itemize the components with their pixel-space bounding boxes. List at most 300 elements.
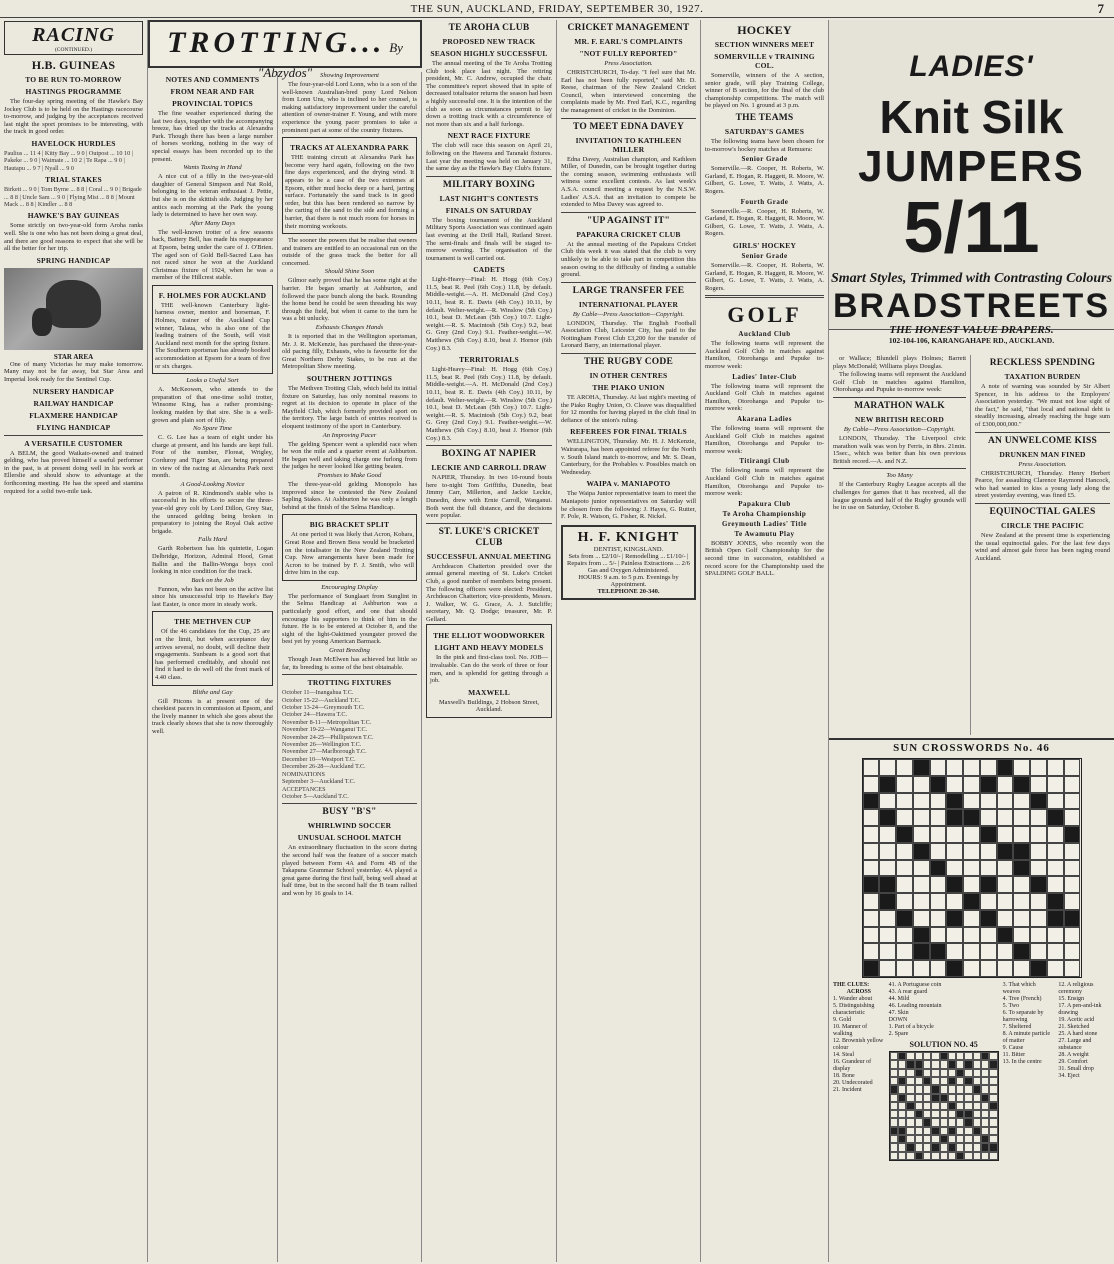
subhead-shine: Should Shine Soon <box>324 268 375 276</box>
grid-cell <box>1013 910 1030 927</box>
grid-cell <box>913 910 930 927</box>
grid-cell <box>915 1060 923 1068</box>
grid-cell <box>980 893 997 910</box>
article-sooner: The sooner the powers that be realise that owners and trainers are entitled to an occasional run on the outside of the grass track the better for all concerned. <box>282 237 417 267</box>
grid-cell <box>940 1143 948 1151</box>
headline-hb-guineas: H.B. GUINEAS <box>31 58 116 72</box>
page-number: 7 <box>1097 1 1104 16</box>
trotting-banner-title: TROTTING... <box>167 26 386 59</box>
heading-spring-handicap: SPRING HANDICAP <box>36 255 111 265</box>
grid-cell <box>898 1102 906 1110</box>
article-equinoctial: New Zealand at the present time is experiencing the usual equinoctial gales. For the last few days wind and almost gale force has been raging round Auckland. <box>975 531 1110 562</box>
heading-fourth-grade: Fourth Grade <box>740 197 789 206</box>
grid-cell <box>1030 843 1047 860</box>
article-falls-hard: Garth Robertson has his quintette, Logan Delbridge, Horizon, Admiral Hood, Great Ballin and the Ballin-Wonga boys cool looking in nice condition for the track. <box>152 545 273 576</box>
grid-cell <box>906 1052 914 1060</box>
grid-cell <box>931 1118 939 1126</box>
grid-cell <box>930 793 947 810</box>
clue-item: 28. A weight <box>1058 1052 1089 1058</box>
clue-item: 44. Mild <box>888 996 910 1002</box>
ad-woodworker-name: MAXWELL <box>468 687 510 697</box>
article-good-looking: A patron of R. Kindmond's stable who is successful in his efforts to secure the three-year-old grey colt by Lord Dillon, Grey Star, the unraced gelding being broken in preparatory to joining the Royal Oak active brigade. <box>152 489 273 535</box>
grid-cell <box>930 910 947 927</box>
grid-cell <box>940 1152 948 1160</box>
grid-cell <box>956 1110 964 1118</box>
grid-cell <box>913 793 930 810</box>
clue-item: 10. Manner of walking <box>833 1024 868 1037</box>
subhead-many-days: After Many Days <box>189 219 236 227</box>
grid-cell <box>946 927 963 944</box>
grid-cell <box>948 1077 956 1085</box>
article-bobby-jones: BOBBY JONES, who recently won the British Open Golf Championship for the second time in succession, established a record score for the Championship used the SPALDING GOLF BALL. <box>705 539 824 578</box>
heading-boxing-napier: BOXING AT NAPIER <box>441 449 537 460</box>
clue-item: 7. Sheltered <box>1002 1024 1032 1030</box>
clue-item: 16. Grandeur of display <box>833 1059 872 1072</box>
article-military-boxing: The boxing tournament of the Auckland Military Sports Association was continued again last evening at the Drill Hall, Rutland Street. The semi-finals and finals will be staged to-morrow evening. The organisation of the tournament is well carried out. <box>426 216 552 262</box>
article-encouraging: The performance of Sunglaart from Sunglint in the Selma Handicap at Ashburton was a particularly good effort, and one that should encourage his supporters to think of him in the future. He is to be entered at October 8, and the sight of the light-Oaktimed youngster proved the best yet by young American Barmack. <box>282 592 417 646</box>
grid-cell <box>973 1118 981 1126</box>
grid-cell <box>1064 809 1081 826</box>
heading-referees: REFEREES FOR FINAL TRIALS <box>570 427 687 437</box>
subhead-successful: SEASON HIGHLY SUCCESSFUL <box>430 49 548 58</box>
grid-cell <box>940 1060 948 1068</box>
article-holmes: THE well-known Canterbury light-harness owner, mentor and horseman, F. Holmes, trainer of the Auckland Cup winner, Talaua, who is also one of the leading trainers of the South, will visit Auckland next month for the spring fixture. The Southern sportsman has already booked accommodation at Epsom for a team of five or six charges. <box>155 301 270 370</box>
ad-knight-phone: TELEPHONE 20-340. <box>597 587 660 595</box>
grid-cell <box>989 1085 997 1093</box>
divider <box>282 674 417 675</box>
divider <box>975 432 1110 433</box>
ad-jumpers-line2: Knit Silk <box>879 91 1064 143</box>
grid-cell <box>980 826 997 843</box>
subhead-somerville: SOMERVILLE v TRAINING COL. <box>714 52 815 70</box>
subhead-saturday: SATURDAY'S GAMES <box>724 126 805 136</box>
jockey-figure <box>32 308 52 336</box>
subhead-school-match: UNUSUAL SCHOOL MATCH <box>297 833 402 843</box>
grid-cell <box>1013 860 1030 877</box>
grid-cell <box>940 1069 948 1077</box>
grid-cell <box>989 1077 997 1085</box>
article-waipa: The Waipa Junior representative team to meet the Maniapoto junior representatives on Saturday will be chosen from the following: J. Hayes, G. Rutter, F. Pole, R. Watson, G. Fisher, R. Nickel. <box>561 490 696 521</box>
grid-cell <box>931 1069 939 1077</box>
grid-cell <box>964 1060 972 1068</box>
grid-cell <box>906 1127 914 1135</box>
clue-item: 8. A minute particle of matter <box>1002 1031 1050 1044</box>
grid-cell <box>997 826 1014 843</box>
grid-cell <box>997 960 1014 977</box>
grid-cell <box>981 1152 989 1160</box>
heading-railway: RAILWAY HANDICAP <box>33 398 114 408</box>
clue-item: 46. Leading mountain <box>888 1003 942 1009</box>
grid-cell <box>890 1085 898 1093</box>
subhead-st-lukes: SUCCESSFUL ANNUAL MEETING <box>426 551 552 561</box>
grid-cell <box>940 1118 948 1126</box>
grid-cell <box>964 1102 972 1110</box>
clue-item: 25. A hard stone <box>1058 1031 1098 1037</box>
column-cricket <box>557 20 701 1262</box>
clue-item: 1. Wander about <box>833 996 873 1002</box>
grid-cell <box>997 943 1014 960</box>
grid-cell <box>1064 910 1081 927</box>
subhead-section-winners: SECTION WINNERS MEET <box>714 40 815 49</box>
byline-cable: By Cable—Press Association—Copyright. <box>572 310 685 318</box>
heading-flying: FLYING HANDICAP <box>36 422 111 432</box>
article-reckless: A note of warning was sounded by Sir Albert Spencer, in his address to the Employers' Association yesterday. "We must not lose sight of the fact," he said, "that local and national debt is steadily increasing, already reaching the huge sum of £300,000,000." <box>975 383 1110 428</box>
clue-item: 12. A religious ceremony <box>1058 982 1094 995</box>
grid-cell <box>896 759 913 776</box>
heading-notes: NOTES AND COMMENTS <box>165 75 260 84</box>
grid-cell <box>923 1094 931 1102</box>
grid-cell <box>1064 759 1081 776</box>
article-promise: The three-year-old gelding Monopolo has improved since he contested the New Zealand Sapling Stakes. At Ashburton he was only a length behind at the finish of the Selma Handicap. <box>282 480 417 511</box>
grid-cell <box>1064 943 1081 960</box>
grid-cell <box>930 759 947 776</box>
subhead-finals: FINALS ON SATURDAY <box>445 205 533 215</box>
grid-cell <box>898 1127 906 1135</box>
subhead-leckie: LECKIE AND CARROLL DRAW <box>431 463 547 473</box>
grid-cell <box>980 910 997 927</box>
heading-cadets: CADETS <box>473 265 505 275</box>
grid-cell <box>1013 893 1030 910</box>
clue-item: 3. That which weaves <box>1002 982 1036 995</box>
ad-woodworker <box>426 624 552 718</box>
grid-cell <box>948 1110 956 1118</box>
grid-cell <box>879 943 896 960</box>
grid-cell <box>1030 826 1047 843</box>
heading-ladies-inter: Ladies' Inter-Club <box>732 372 797 381</box>
grid-cell <box>981 1094 989 1102</box>
article-edna: Edna Davey, Australian champion, and Kathleen Miller, of Dunedin, can be brought together during the coming season, swimming enthusiasts will witness some excellent contests. As last week's A.S.A. council meeting a request by the N.S.W. Ladies' A.S.A. that an invitation to compete be extended to Miss Davey was agreed to. <box>561 155 696 209</box>
clue-item: 9. Gold <box>833 1017 851 1023</box>
grid-cell <box>898 1152 906 1160</box>
clue-item: 34. Eject <box>1058 1073 1080 1079</box>
grid-cell <box>1064 860 1081 877</box>
grid-cell <box>906 1118 914 1126</box>
clue-item: 21. Incident <box>833 1087 862 1093</box>
heading-teams: THE TEAMS <box>735 112 794 123</box>
article-kiss: CHRISTCHURCH, Thursday. Henry Herbert Pearce, for assaulting Clarence Raymond Hancock, who had wanted to kiss a young lady along the street yesterday evening, was fined £5. <box>975 469 1110 500</box>
grid-cell <box>940 1135 948 1143</box>
grid-cell <box>963 910 980 927</box>
grid-cell <box>1013 943 1030 960</box>
grid-cell <box>981 1102 989 1110</box>
photo-star-area <box>4 268 143 350</box>
grid-cell <box>890 1069 898 1077</box>
heading-methven: THE METHVEN CUP <box>174 617 251 627</box>
grid-cell <box>973 1094 981 1102</box>
heading-waipa: WAIPA v. MANIAPOTO <box>586 479 671 489</box>
subhead-blithe: Blithe and Gay <box>192 688 233 696</box>
grid-cell <box>1030 960 1047 977</box>
subhead-whirlwind: WHIRLWIND SOCCER <box>307 821 392 831</box>
grid-cell <box>963 943 980 960</box>
grid-cell <box>896 809 913 826</box>
grid-cell <box>997 776 1014 793</box>
grid-cell <box>964 1094 972 1102</box>
grid-cell <box>890 1143 898 1151</box>
subhead-useful-sort: Looks a Useful Sort <box>186 377 239 385</box>
grid-cell <box>946 809 963 826</box>
heading-kiss: AN UNWELCOME KISS <box>988 435 1097 446</box>
byline-press: Press Association. <box>604 60 653 67</box>
grid-cell <box>940 1094 948 1102</box>
subhead-other-centres: IN OTHER CENTRES <box>589 371 668 381</box>
grid-cell <box>1030 943 1047 960</box>
fixture-item: November 19-22—Wanganui T.C. <box>282 726 368 734</box>
subhead-pacific: CIRCLE THE PACIFIC <box>1001 520 1084 530</box>
grid-cell <box>896 893 913 910</box>
ad-jumpers-line3: JUMPERS <box>858 142 1085 191</box>
article-too-many: If the Canterbury Rugby League accepts all the challenges for games that it has received, all the league grounds and half of the Rugby grounds will be in use on Saturday, October 8. <box>833 481 966 512</box>
heading-race-fixture: NEXT RACE FIXTURE <box>447 131 531 141</box>
article-territorials: Light-Heavy—Final: H. Hogg (6th Coy.) 11.5, beat R. Peel (6th Coy.) 11.8, by default. Middle-weight.—A. H. McDonald (2nd Coy.) 10.11, beat R. E. Davis (4th Coy.) 10.11, by default. Welter-weight.—R. Winslow (5th Coy.) 10.1, beat D. McLean (5th Coy.) 10.7. Light-weight.—R. S. Macintosh (5th Coy.) 9.2, beat G. Grey (2nd Coy.) 9.1. Feather-weight.—W. Matthews (5th Coy.) 8.10, beat J. Hornor (6th Coy.) 8.3. <box>426 366 552 442</box>
grid-cell <box>946 826 963 843</box>
grid-cell <box>956 1060 964 1068</box>
grid-cell <box>989 1094 997 1102</box>
grid-cell <box>906 1143 914 1151</box>
grid-cell <box>923 1135 931 1143</box>
crossword-title: SUN CROSSWORDS No. 46 <box>893 742 1050 754</box>
heading-akarana: Akarana Ladies <box>736 415 793 424</box>
grid-cell <box>1064 960 1081 977</box>
grid-cell <box>915 1152 923 1160</box>
grid-cell <box>879 893 896 910</box>
clues-title: THE CLUES: <box>833 982 870 988</box>
article-provincial: The fine weather experienced during the last two days, together with the accompanying breeze, has dried up the tracks at Alexandra Park. Though there has been a large number of horses working, nothing in the way of special essays has been recorded up to the present. <box>152 110 273 163</box>
grid-cell <box>981 1085 989 1093</box>
clues-middle-list <box>889 982 999 1038</box>
grid-cell <box>948 1127 956 1135</box>
grid-cell <box>923 1069 931 1077</box>
heading-versatile: A VERSATILE CUSTOMER <box>24 438 123 448</box>
heading-auckland-club: Auckland Club <box>738 330 791 339</box>
clues-middle <box>889 982 999 1164</box>
grid-cell <box>989 1152 997 1160</box>
grid-cell <box>948 1094 956 1102</box>
grid-cell <box>963 843 980 860</box>
grid-cell <box>946 960 963 977</box>
grid-cell <box>923 1143 931 1151</box>
ad-bradstreets-address: 102-104-106, KARANGAHAPE RD., AUCKLAND. <box>888 336 1055 345</box>
ad-bradstreets-name: BRADSTREETS <box>832 287 1111 325</box>
clue-item: 1. Part of a bicycle <box>888 1024 934 1030</box>
photo-caption: STAR AREA <box>53 352 94 361</box>
grid-cell <box>948 1143 956 1151</box>
column-news-right <box>971 355 1114 735</box>
grid-cell <box>997 910 1014 927</box>
grid-cell <box>931 1085 939 1093</box>
grid-cell <box>863 876 880 893</box>
grid-cell <box>915 1127 923 1135</box>
grid-cell <box>890 1060 898 1068</box>
grid-cell <box>964 1110 972 1118</box>
ad-woodworker-address: Maxwell's Buildings, 2 Hobson Street, Auckland. <box>439 698 539 714</box>
grid-cell <box>906 1135 914 1143</box>
grid-cell <box>930 843 947 860</box>
article-senior: Somerville.—R. Cooper, H. Roberts, W. Garland, E. Hogan, R. Haggett, R. Moore, W. Gilbert, G. Lowe, T. Watts, J. Watts, A. Rogers. <box>705 165 824 195</box>
grid-cell <box>989 1143 997 1151</box>
heading-te-aroha: TE AROHA CLUB <box>448 23 530 33</box>
grid-cell <box>963 876 980 893</box>
heading-hb-guineas: HAWKE'S BAY GUINEAS <box>27 211 120 221</box>
grid-cell <box>1030 893 1047 910</box>
grid-cell <box>913 876 930 893</box>
heading-military-boxing: MILITARY BOXING <box>442 179 536 190</box>
grid-cell <box>1030 809 1047 826</box>
grid-cell <box>913 843 930 860</box>
fixture-item: November 24-25—Phillipstown T.C. <box>282 733 374 741</box>
racing-banner-sub: (CONTINUED.) <box>54 47 93 53</box>
heading-trial-stakes: TRIAL STAKES <box>45 175 102 185</box>
grid-cell <box>913 960 930 977</box>
clue-item: 5. Two <box>1002 1003 1020 1009</box>
heading-hockey: HOCKEY <box>737 23 792 37</box>
fixture-item: October 11—Inangahua T.C. <box>282 689 354 697</box>
fixture-item: September 3—Auckland T.C. <box>282 778 356 786</box>
grid-cell <box>963 776 980 793</box>
grid-cell <box>931 1077 939 1085</box>
grid-cell <box>879 826 896 843</box>
heading-tracks: TRACKS AT ALEXANDRA PARK <box>290 143 409 153</box>
grid-cell <box>915 1094 923 1102</box>
grid-cell <box>923 1060 931 1068</box>
grid-cell <box>948 1152 956 1160</box>
horse-figure <box>46 280 101 328</box>
grid-cell <box>906 1102 914 1110</box>
masthead-title: THE SUN, AUCKLAND, FRIDAY, SEPTEMBER 30, 1927. <box>410 3 704 15</box>
grid-cell <box>931 1135 939 1143</box>
clue-item: 11. Bitter <box>1002 1052 1026 1058</box>
grid-cell <box>980 960 997 977</box>
grid-cell <box>890 1135 898 1143</box>
grid-cell <box>898 1094 906 1102</box>
subhead-great-breeding: Great Breeding <box>329 647 370 655</box>
divider <box>426 176 552 177</box>
ad-jumpers-price: 5/11 <box>903 188 1040 268</box>
grid-cell <box>915 1069 923 1077</box>
article-boxing-napier: NAPIER, Thursday. In two 10-round bouts here to-night Tom Griffiths, Dunedin, beat Jimmy Carr, Millerton, and Jackie Leckie, Dunedin, drew with Ernie Carroll, Wanganui. Both went the full distance, and the decisions were popular. <box>426 474 552 520</box>
grid-cell <box>923 1152 931 1160</box>
grid-cell <box>896 860 913 877</box>
grid-cell <box>930 860 947 877</box>
heading-holmes: F. HOLMES FOR AUCKLAND <box>158 290 267 300</box>
grid-cell <box>915 1085 923 1093</box>
grid-cell <box>948 1102 956 1110</box>
heading-te-aroha-champ: Te Aroha Championship <box>722 509 807 518</box>
grid-cell <box>997 893 1014 910</box>
grid-cell <box>898 1143 906 1151</box>
grid-cell <box>898 1069 906 1077</box>
grid-cell <box>940 1102 948 1110</box>
grid-cell <box>930 876 947 893</box>
clue-item: 4. Tree (French) <box>1002 996 1042 1002</box>
grid-cell <box>1030 776 1047 793</box>
heading-senior-grade: Senior Grade <box>741 155 788 164</box>
article-many-days: The well-known trotter of a few seasons back, Battery Bell, has made his reappearance at Epsom, being under the care of J. O'Brien. The aged son of Gold Bell-Sacred Lass has not raced since he won at the Auckland Christmas fixture of 1924, when he was a member of the Hillcrest stable. <box>152 228 273 282</box>
heading-titirangi: Titirangi Club <box>739 457 790 466</box>
grid-cell <box>1047 776 1064 793</box>
grid-cell <box>963 860 980 877</box>
article-golf-contd: or Wallace; Blundell plays Holmes; Barrett plays McDonald; Williams plays Douglas. The following teams will represent the Auckland Golf Club in matches against Hamilton, Otorohanga and Pupuke to-morrow week: <box>833 355 966 394</box>
grid-cell <box>956 1052 964 1060</box>
grid-cell <box>1047 809 1064 826</box>
heading-flaxmere: FLAXMERE HANDICAP <box>29 410 118 420</box>
subhead-falls-hard: Falls Hard <box>198 536 227 544</box>
grid-cell <box>913 943 930 960</box>
grid-cell <box>956 1069 964 1077</box>
heading-marathon: MARATHON WALK <box>854 400 945 411</box>
grid-cell <box>973 1127 981 1135</box>
divider <box>705 295 824 298</box>
column-trotting-notes <box>148 72 278 1262</box>
grid-cell <box>973 1060 981 1068</box>
grid-cell <box>1047 876 1064 893</box>
clue-item: 21. Sketched <box>1058 1024 1090 1030</box>
clues-down-2 <box>1058 982 1110 1164</box>
subhead-new-track: PROPOSED NEW TRACK <box>442 37 536 46</box>
grid-cell <box>956 1143 964 1151</box>
clue-item: 12. Brownish yellow colour <box>833 1038 884 1051</box>
grid-cell <box>1030 927 1047 944</box>
clue-item: 15. Ensign <box>1058 996 1085 1002</box>
grid-cell <box>981 1069 989 1077</box>
grid-cell <box>956 1152 964 1160</box>
grid-cell <box>898 1060 906 1068</box>
heading-fixtures: TROTTING FIXTURES <box>307 678 392 688</box>
grid-cell <box>948 1135 956 1143</box>
heading-st-lukes: ST. LUKE'S CRICKET CLUB <box>438 526 540 548</box>
heading-southern: SOUTHERN JOTTINGS <box>306 374 393 383</box>
ad-woodworker-models: LIGHT AND HEAVY MODELS <box>434 643 544 653</box>
grid-cell <box>964 1118 972 1126</box>
heading-girls-senior: Senior Grade <box>741 251 788 260</box>
grid-cell <box>931 1152 939 1160</box>
subhead-provincial: PROVINCIAL TOPICS <box>172 99 253 108</box>
subhead-british-record: NEW BRITISH RECORD <box>855 414 944 424</box>
grid-cell <box>890 1077 898 1085</box>
clue-item: 47. Skin <box>888 1010 909 1016</box>
grid-cell <box>898 1085 906 1093</box>
subhead-earl: MR. F. EARL'S COMPLAINTS <box>574 37 683 46</box>
grid-cell <box>1047 759 1064 776</box>
grid-cell <box>946 876 963 893</box>
subhead-hastings: HASTINGS PROGRAMME <box>25 87 122 96</box>
grid-cell <box>1064 776 1081 793</box>
subhead-piako: THE PIAKO UNION <box>592 383 665 393</box>
article-tracks: THE training circuit at Alexandra Park has become very hard again, following on the two fine days experienced, and the drying wind. It appears to be a case of the two extremes at Epsom, either mud hocks deep or a hard, jarring surface. Fortunately the sand track is in good order, but this has been rendered so narrow by the carting of the sand to the side and forming a barrier, that there is not much room for horses in their morning workouts. <box>285 154 414 230</box>
grid-cell <box>989 1135 997 1143</box>
article-race-fixture: The club will race this season on April 21, following on the Hawera and Taranaki fixtures. Last year the meeting was held on January 31, the same day as the Hawke's Bay Club's fixture. <box>426 142 552 173</box>
heading-territorials: TERRITORIALS <box>459 355 519 365</box>
grid-cell <box>896 910 913 927</box>
grid-cell <box>906 1077 914 1085</box>
grid-cell <box>906 1060 914 1068</box>
grid-cell <box>963 809 980 826</box>
grid-cell <box>956 1127 964 1135</box>
article-papakura: At the annual meeting of the Papakura Cricket Club this week it was stated that the club is very unlikely to be able to take part in competition this season owing to the difficulty of finding a suitable ground. <box>561 240 696 279</box>
clue-item: 43. A rear guard <box>888 989 928 995</box>
grid-cell <box>896 876 913 893</box>
grid-cell <box>1047 927 1064 944</box>
grid-cell <box>997 876 1014 893</box>
grid-cell <box>879 960 896 977</box>
clue-item: 18. Bone <box>833 1073 855 1079</box>
fixture-item: October 5—Auckland T.C. <box>282 792 349 800</box>
fixture-item: October 15-22—Auckland T.C. <box>282 696 361 704</box>
grid-cell <box>997 793 1014 810</box>
article-te-aroha: The annual meeting of the Te Aroha Trotting Club took place last night. The retiring president, Mr. C. Andrew, occupied the chair. The committee's report showed that in spite of decreased totalisator returns the season had been a highly successful one. It is the intention of the club as soon as circumstances permit to lay down a trotting track with a circumference of not more than six and a half furlongs. <box>426 60 553 128</box>
article-cadets: Light-Heavy—Final: H. Hogg (6th Coy.) 11.5, beat R. Peel (6th Coy.) 11.8, by default. Middle-weight.—A. H. McDonald (2nd Coy.) 10.11, beat R. E. Davis (4th Coy.) 10.11, by default. Welter-weight.—R. Winslow (5th Coy.) 10.1, beat D. McLean (5th Coy.) 10.7. Light-weight.—R. S. Macintosh (5th Coy.) 9.2, beat G. Grey (2nd Coy.) 9.1. Feather-weight.—W. Matthews (5th Coy.) 8.10, beat J. Hornor (6th Coy.) 8.3. <box>426 276 552 352</box>
grid-cell <box>963 893 980 910</box>
